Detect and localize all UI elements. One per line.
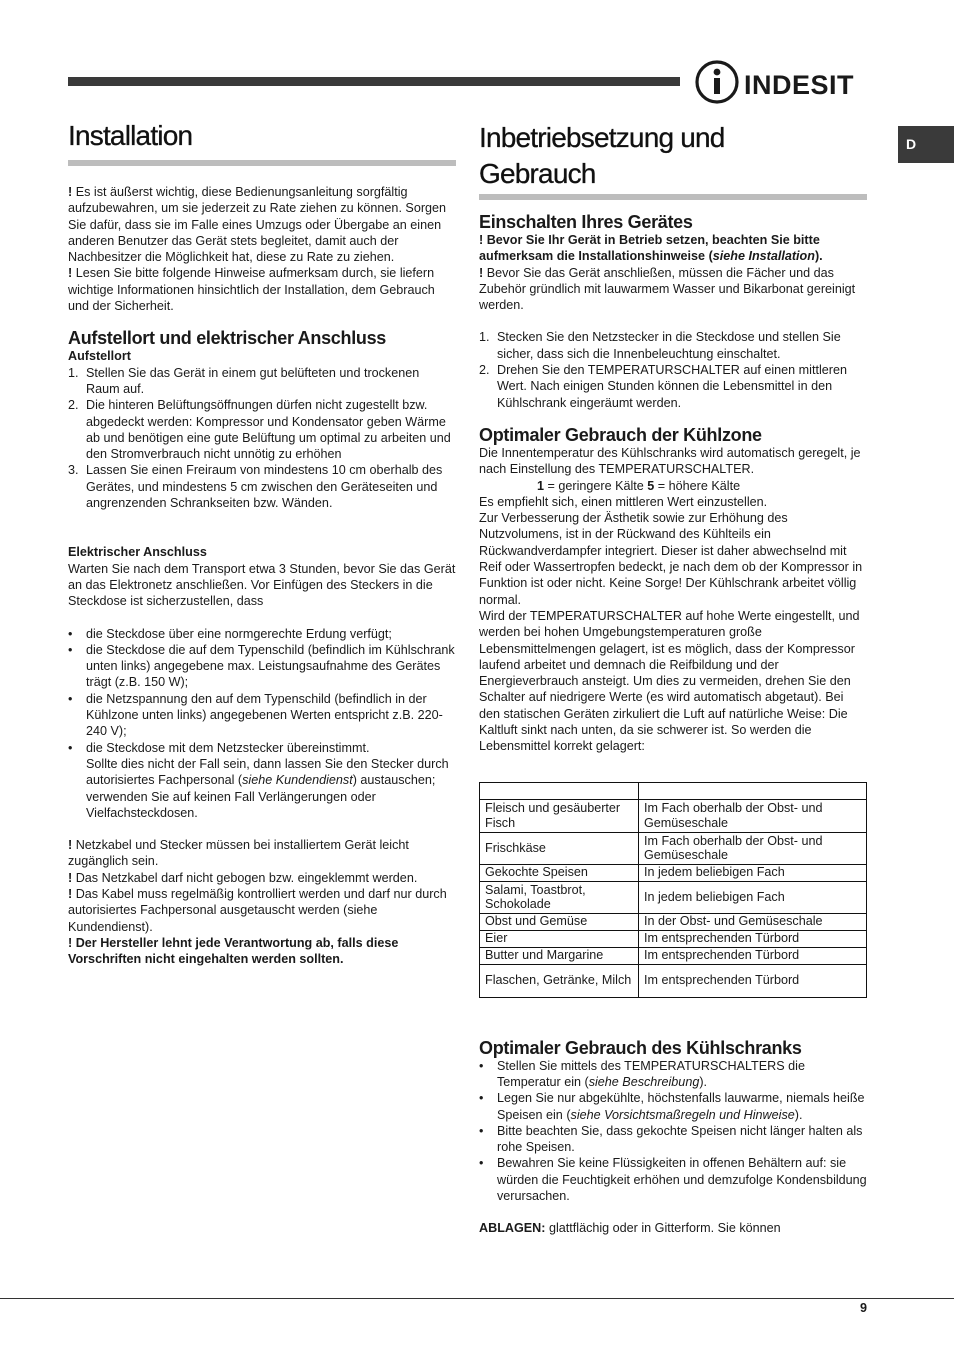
list-item: • Bitte beachten Sie, dass gekochte Speisen nicht länger halten als rohe Speisen. xyxy=(479,1123,863,1155)
gebrauch-column xyxy=(479,114,867,1237)
table-row: Frischkäse Im Fach oberhalb der Obst- und Gemüseschale xyxy=(480,832,867,864)
table-row: Eier Im entsprechenden Türbord xyxy=(480,930,867,947)
list-item: 2. Die hinteren Belüftungsöffnungen dürfen nicht zugestellt bzw. abgedeckt werden: Kompressor und Kondensator geben Wärme ab und benötigen eine gute Belüftung um optimal zu arbeiten und den Stromverbrauch nicht unnötig zu erhöhen xyxy=(68,398,451,462)
section-heading: Einschalten Ihres Gerätes xyxy=(479,212,693,232)
table-row: Flaschen, Getränke, Milch Im entsprechenden Türbord xyxy=(480,964,867,997)
gebrauch-title: Inbetriebsetzung und Gebrauch xyxy=(479,122,725,189)
page-number: 9 xyxy=(860,1301,868,1315)
header-bar xyxy=(68,77,680,86)
table-header-row xyxy=(480,782,867,799)
list-item: • Legen Sie nur abgekühlte, höchstenfalls lauwarme, niemals heiße Speisen ein (siehe Vorsichtsmaßregeln und Hinweise). xyxy=(479,1091,865,1122)
kuehlzone-paragraph: Wird der TEMPERATURSCHALTER auf hohe Werte eingestellt, und werden bei hohen Umgebungstemperaturen große Lebensmittelmengen gelagert, ist es möglich, dass der Kompressor laufend arbeitet und demnach die Reifbildung und der Energieverbrauch ansteigt. Um dies zu vermeiden, drehen Sie den Schalter auf niedrigere Werte (es wird automatisch abgetaut). Bei den statischen Geräten zirkuliert die Luft auf natürliche Weise: Die Kaltluft sinkt nach unten, da sie schwerer ist. So werden die Lebensmittel korrekt gelagert: xyxy=(479,608,860,754)
title-rule xyxy=(68,160,456,166)
warning-text: ! Das Netzkabel darf nicht gebogen bzw. eingeklemmt werden. xyxy=(68,870,418,885)
installation-intro xyxy=(68,184,456,314)
list-item: • Bewahren Sie keine Flüssigkeiten in offenen Behältern auf: sie würden die Feuchtigkeit erhöhen und demzufolge Kondensbildung verursachen. xyxy=(479,1156,867,1203)
list-item: 2. Drehen Sie den TEMPERATURSCHALTER auf einen mittleren Wert. Nach einigen Stunden können die Lebensmittel in den Kühlschrank eingeräumt werden. xyxy=(479,363,847,410)
section-heading: Optimaler Gebrauch der Kühlzone xyxy=(479,424,762,445)
warnings xyxy=(68,837,456,967)
kuehlzone-paragraph: Zur Verbesserung der Ästhetik sowie zur Erhöhung des Nutzvolumens, ist in der Rückwand des Kühlteils ein Rückwandverdampfer integriert. Dieser ist daher abwechselnd mit Reif oder Wassertropfen bedeckt, je nach dem ob der Kompressor in Funktion ist oder nicht. Keine Sorge! Der Kühlschrank arbeitet völlig normal. xyxy=(479,511,863,607)
intro-paragraph: ! Es ist äußerst wichtig, diese Bedienungsanleitung sorgfältig aufzubewahren, um sie jederzeit zu Rate ziehen zu können. Sorgen Sie dafür, dass sie im Falle eines Umzugs oder Übergabe an einen anderen Benutzer das Gerät stets begleitet, damit auch der Nachbesitzer die Möglichkeit hat, diese zu Rate zu ziehen. xyxy=(68,185,447,265)
subheading-elektrisch: Elektrischer Anschluss xyxy=(68,545,207,560)
elektrisch-paragraph: Warten Sie nach dem Transport etwa 3 Stunden, bevor Sie das Gerät an das Elektronetz anschließen. Vor Einfügen des Steckers in die Steckdose ist sicherzustellen, dass xyxy=(68,561,456,609)
kuehlschrank-bullets xyxy=(479,1058,867,1205)
section-heading: Optimaler Gebrauch des Kühlschranks xyxy=(479,1037,802,1058)
footer-rule xyxy=(0,1298,954,1299)
aufstellort-list xyxy=(68,365,456,512)
temperature-scale: 1 = geringere Kälte 5 = höhere Kälte xyxy=(537,478,741,493)
subheading-aufstellort: Aufstellort xyxy=(68,349,131,364)
table-row: Obst und Gemüse In der Obst- und Gemüseschale xyxy=(480,913,867,930)
table-row: Salami, Toastbrot, Schokolade In jedem beliebigen Fach xyxy=(480,881,867,913)
warning-text: ! Netzkabel und Stecker müssen bei installiertem Gerät leicht zugänglich sein. xyxy=(68,838,409,869)
kuehlzone-paragraph: Die Innentemperatur des Kühlschranks wird automatisch geregelt, je nach Einstellung des TEMPERATURSCHALTER. xyxy=(479,445,861,477)
list-item: • die Netzspannung den auf dem Typenschild (befindlich in der Kühlzone unten links) angegebenen Werten entspricht z.B. 220-240 V); xyxy=(68,691,443,739)
list-item: • die Steckdose über eine normgerechte Erdung verfügt; xyxy=(68,626,392,641)
ablagen-paragraph: ABLAGEN: glattflächig oder in Gitterform. Sie können xyxy=(479,1221,781,1236)
list-item: • die Steckdose mit dem Netzstecker übereinstimmt. Sollte dies nicht der Fall sein, dann lassen Sie den Stecker durch autorisiertes Fachpersonal (siehe Kundendienst) austauschen; verwenden Sie auf keinen Fall Verlängerungen oder Vielfachsteckdosen. xyxy=(68,740,449,820)
elektrisch-bullets xyxy=(68,626,456,822)
list-item: • die Steckdose die auf dem Typenschild (befindlich im Kühlschrank unten links) angegebene max. Leistungsaufnahme des Gerätes trägt (z.B. 150 W); xyxy=(68,642,455,690)
installation-column xyxy=(68,114,456,967)
svg-text:INDESIT: INDESIT xyxy=(744,70,855,100)
warning-text: ! Das Kabel muss regelmäßig kontrolliert werden und darf nur durch autorisiertes Fachpersonal ausgetauscht werden (siehe Kundendienst). xyxy=(68,886,447,934)
title-rule xyxy=(479,194,867,200)
indesit-logo-icon xyxy=(694,60,868,104)
indesit-logo xyxy=(694,60,868,104)
storage-table xyxy=(479,782,867,998)
installation-title: Installation xyxy=(68,120,193,151)
list-item: 1. Stellen Sie das Gerät in einem gut belüfteten und trockenen Raum auf. xyxy=(68,365,420,396)
table-row: Fleisch und gesäuberter Fisch Im Fach oberhalb der Obst- und Gemüseschale xyxy=(480,799,867,832)
list-item: 1. Stecken Sie den Netzstecker in die Steckdose und stellen Sie sicher, dass sich die Innenbeleuchtung einschaltet. xyxy=(479,330,841,361)
table-row: Butter und Margarine Im entsprechenden Türbord xyxy=(480,947,867,964)
einschalten-note: ! Bevor Sie das Gerät anschließen, müssen die Fächer und das Zubehör gründlich mit lauwarmem Wasser und Bikarbonat gereinigt werden. xyxy=(479,265,856,313)
table-row: Gekochte Speisen In jedem beliebigen Fach xyxy=(480,864,867,881)
einschalten-warning: ! Bevor Sie Ihr Gerät in Betrieb setzen, beachten Sie bitte aufmerksam die Installationshinweise (siehe Installation). xyxy=(479,233,823,264)
final-warning: ! Der Hersteller lehnt jede Verantwortung ab, falls diese Vorschriften nicht eingehalten werden sollten. xyxy=(68,935,399,967)
kuehlzone-paragraph: Es empfiehlt sich, einen mittleren Wert einzustellen. xyxy=(479,494,768,509)
section-heading: Aufstellort und elektrischer Anschluss xyxy=(68,328,387,349)
list-item: 3. Lassen Sie einen Freiraum von mindestens 10 cm oberhalb des Gerätes, und mindestens 5 cm zwischen den Geräteseiten und angrenzenden Schrankseiten bzw. Wänden. xyxy=(68,463,443,511)
intro-paragraph: ! Lesen Sie bitte folgende Hinweise aufmerksam durch, sie liefern wichtige Informationen hinsichtlich der Installation, dem Gebrauch und der Sicherheit. xyxy=(68,266,435,314)
language-tab: D xyxy=(898,126,954,163)
einschalten-list xyxy=(479,329,867,410)
list-item: • Stellen Sie mittels des TEMPERATURSCHALTERS die Temperatur ein (siehe Beschreibung). xyxy=(479,1058,805,1089)
